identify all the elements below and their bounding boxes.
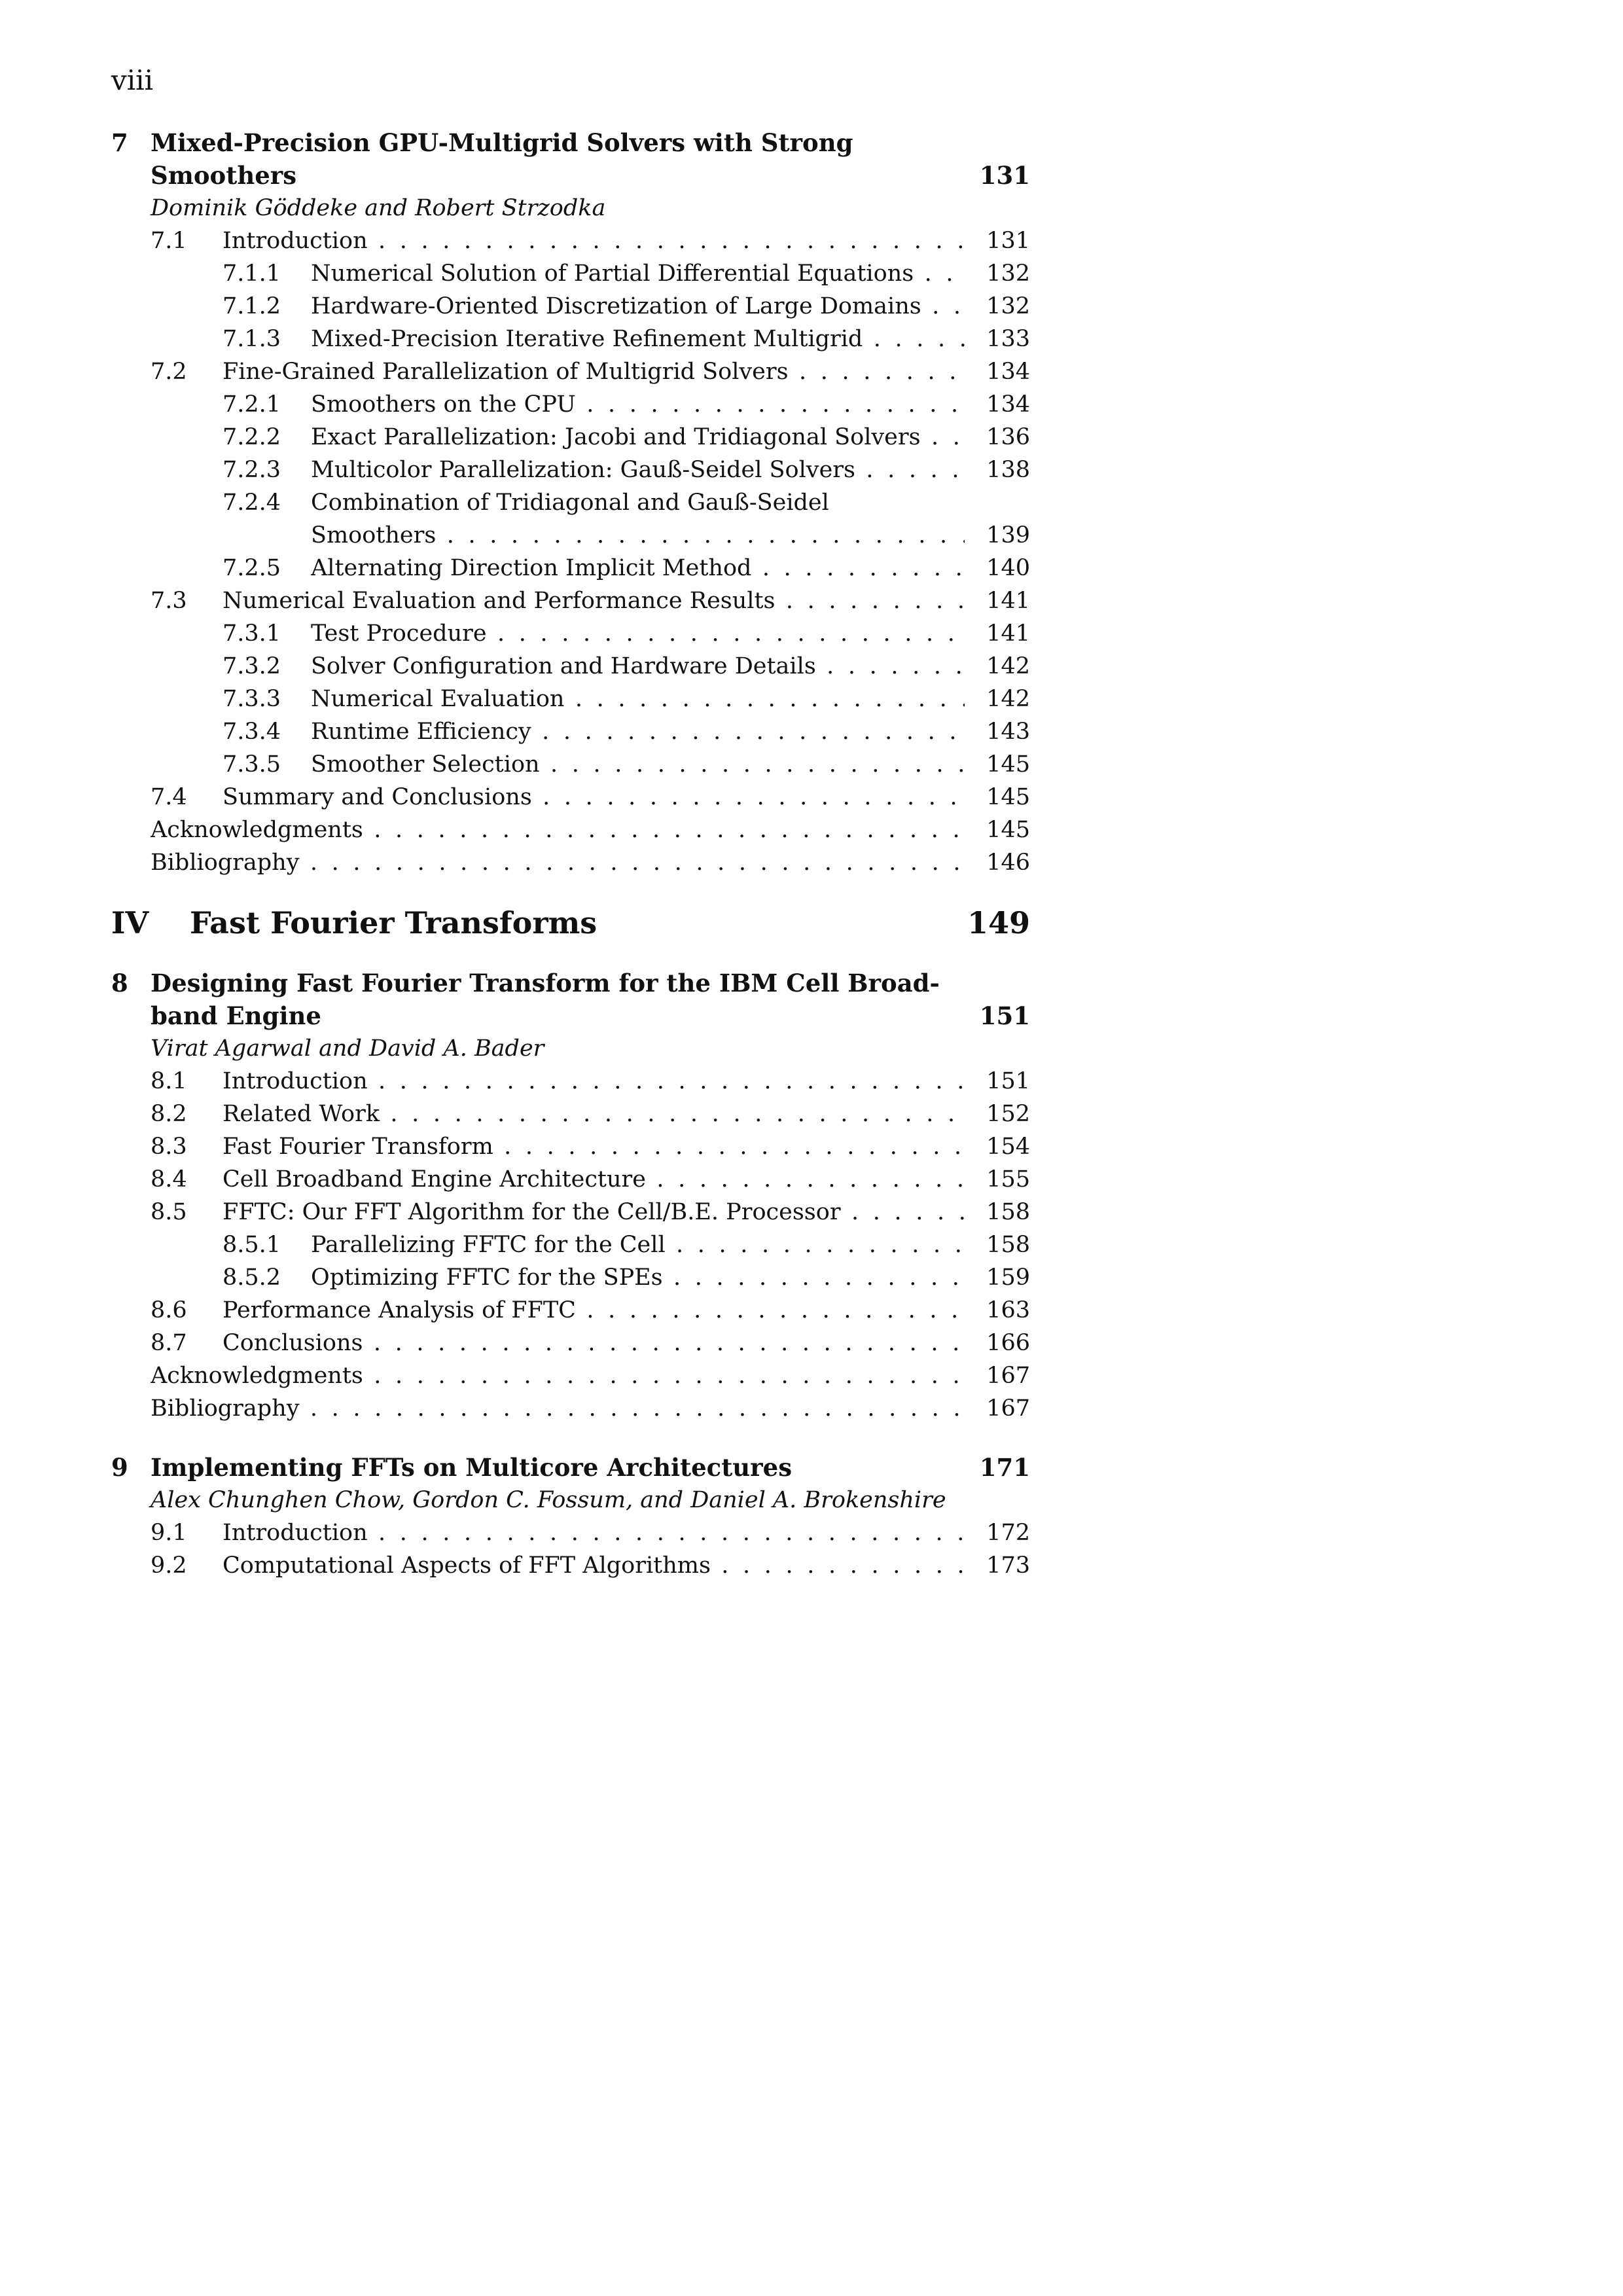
entry-number: 8.5 [151, 1199, 187, 1225]
toc-entry[interactable] [111, 290, 1030, 323]
page-number: viii [111, 64, 154, 96]
entry-page: 141 [986, 588, 1030, 614]
chapter-7-entries [111, 224, 1030, 879]
entry-page: 145 [986, 751, 1030, 778]
entry-page: 131 [986, 228, 1030, 254]
chapter-title: Smoothers [151, 161, 297, 190]
entry-page: 142 [986, 686, 1030, 712]
entry-title: Smoothers . . . [311, 519, 965, 552]
chapter-title: Designing Fast Fourier Transform for the IBM Cell Broad- [151, 969, 940, 997]
toc-entry[interactable] [111, 224, 1030, 257]
toc-entry[interactable] [111, 1163, 1030, 1196]
toc-entry[interactable] [111, 454, 1030, 486]
entry-page: 159 [986, 1265, 1030, 1291]
toc-entry[interactable] [111, 421, 1030, 454]
chapter-number: 8 [111, 969, 128, 997]
toc-entry[interactable] [111, 519, 1030, 552]
chapter-title: band Engine [151, 1001, 321, 1030]
chapter-7-heading-cont[interactable] [111, 159, 1030, 192]
entry-number: 7.1.1 [223, 260, 281, 287]
chapter-authors [111, 192, 1030, 224]
entry-page: 141 [986, 620, 1030, 647]
entry-page: 146 [986, 850, 1030, 876]
entry-number: 8.5.2 [223, 1265, 281, 1291]
entry-title: Cell Broadband Engine Architecture . . . [223, 1163, 965, 1196]
entry-number: 7.2.2 [223, 424, 281, 450]
entry-number: 7.4 [151, 784, 187, 810]
entry-number: 8.7 [151, 1330, 187, 1356]
entry-page: 151 [986, 1068, 1030, 1094]
toc-entry[interactable] [111, 715, 1030, 748]
entry-number: 7.3.1 [223, 620, 281, 647]
toc-entry[interactable] [111, 584, 1030, 617]
part-title: Fast Fourier Transforms [190, 905, 597, 941]
entry-title: Mixed-Precision Iterative Refinement Multigrid . . . [311, 323, 965, 355]
entry-page: 154 [986, 1134, 1030, 1160]
chapter-7-heading[interactable] [111, 126, 1030, 159]
entry-title: Fast Fourier Transform . . . [223, 1130, 965, 1163]
chapter-page: 131 [979, 161, 1030, 190]
entry-page: 138 [986, 457, 1030, 483]
authors-text: Alex Chunghen Chow, Gordon C. Fossum, and Daniel A. Brokenshire [151, 1487, 946, 1513]
entry-number: 7.3.3 [223, 686, 281, 712]
entry-title: Computational Aspects of FFT Algorithms . . . [223, 1549, 965, 1582]
toc-entry[interactable] [111, 486, 1030, 519]
toc-entry[interactable] [111, 1130, 1030, 1163]
entry-title: Acknowledgments . . . [151, 814, 965, 846]
entry-page: 143 [986, 719, 1030, 745]
chapter-page: 151 [979, 1001, 1030, 1030]
entry-title: Related Work . . . [223, 1098, 965, 1130]
toc-entry[interactable] [111, 257, 1030, 290]
entry-title: Introduction . . . [223, 1516, 965, 1549]
entry-page: 142 [986, 653, 1030, 679]
entry-title: Bibliography . . . [151, 1392, 965, 1425]
toc-entry[interactable] [111, 1098, 1030, 1130]
entry-number: 7.3.5 [223, 751, 281, 778]
entry-page: 145 [986, 817, 1030, 843]
chapter-9-heading[interactable] [111, 1451, 1030, 1484]
entry-title: Summary and Conclusions . . . [223, 781, 965, 814]
chapter-title: Mixed-Precision GPU-Multigrid Solvers with Strong [151, 128, 853, 157]
entry-title: Solver Configuration and Hardware Details . . . [311, 650, 965, 683]
toc-entry[interactable] [111, 1327, 1030, 1359]
entry-page: 134 [986, 391, 1030, 418]
toc-entry[interactable] [111, 355, 1030, 388]
entry-page: 172 [986, 1520, 1030, 1546]
entry-page: 167 [986, 1363, 1030, 1389]
entry-page: 167 [986, 1395, 1030, 1422]
entry-number: 7.1.2 [223, 293, 281, 319]
entry-title: Acknowledgments . . . [151, 1359, 965, 1392]
entry-title: Hardware-Oriented Discretization of Large Domains . . . [311, 290, 965, 323]
toc-entry[interactable] [111, 1516, 1030, 1549]
entry-title: Alternating Direction Implicit Method . . . [311, 552, 965, 584]
part-number: IV [111, 905, 149, 941]
entry-title: Multicolor Parallelization: Gauß-Seidel Solvers . . . [311, 454, 965, 486]
chapter-8-heading[interactable] [111, 967, 1030, 999]
chapter-8-entries [111, 1065, 1030, 1425]
entry-number: 7.3.2 [223, 653, 281, 679]
part-page: 149 [967, 905, 1030, 941]
entry-page: 133 [986, 326, 1030, 352]
entry-title: Smoothers on the CPU . . . [311, 388, 965, 421]
toc-entry[interactable] [111, 1229, 1030, 1261]
entry-number: 8.5.1 [223, 1232, 281, 1258]
entry-number: 9.2 [151, 1552, 187, 1579]
entry-number: 7.3 [151, 588, 187, 614]
toc-entry[interactable] [111, 388, 1030, 421]
toc-entry[interactable] [111, 1261, 1030, 1294]
entry-page: 158 [986, 1232, 1030, 1258]
toc-entry[interactable] [111, 1065, 1030, 1098]
entry-page: 152 [986, 1101, 1030, 1127]
toc-entry[interactable] [111, 683, 1030, 715]
entry-title: Numerical Evaluation . . . [311, 683, 965, 715]
entry-number: 7.2.4 [223, 490, 281, 516]
entry-number: 8.6 [151, 1297, 187, 1323]
toc-entry[interactable] [111, 748, 1030, 781]
entry-title: Optimizing FFTC for the SPEs . . . [311, 1261, 965, 1294]
entry-number: 8.1 [151, 1068, 187, 1094]
entry-page: 136 [986, 424, 1030, 450]
toc-entry[interactable] [111, 1196, 1030, 1229]
toc-entry[interactable] [111, 323, 1030, 355]
toc-entry[interactable] [111, 1392, 1030, 1425]
toc-entry[interactable] [111, 617, 1030, 650]
entry-page: 145 [986, 784, 1030, 810]
entry-title: Runtime Efficiency . . . [311, 715, 965, 748]
entry-number: 7.1 [151, 228, 187, 254]
chapter-9-entries [111, 1516, 1030, 1582]
entry-number: 7.2 [151, 359, 187, 385]
entry-title: Fine-Grained Parallelization of Multigrid Solvers . . . [223, 355, 965, 388]
authors-text: Dominik Göddeke and Robert Strzodka [151, 195, 606, 221]
table-of-contents [111, 126, 1030, 1582]
entry-title: Parallelizing FFTC for the Cell . . . [311, 1229, 965, 1261]
entry-title: Performance Analysis of FFTC . . . [223, 1294, 965, 1327]
entry-title: Bibliography . . . [151, 846, 965, 879]
entry-title: Introduction . . . [223, 224, 965, 257]
toc-entry[interactable] [111, 814, 1030, 846]
chapter-page: 171 [979, 1453, 1030, 1482]
authors-text: Virat Agarwal and David A. Bader [151, 1035, 544, 1062]
entry-title: Numerical Evaluation and Performance Results . . . [223, 584, 965, 617]
chapter-authors [111, 1484, 1030, 1516]
entry-page: 166 [986, 1330, 1030, 1356]
toc-entry[interactable] [111, 650, 1030, 683]
entry-title: Introduction . . . [223, 1065, 965, 1098]
toc-entry[interactable] [111, 1294, 1030, 1327]
toc-entry[interactable] [111, 1549, 1030, 1582]
entry-number: 7.3.4 [223, 719, 281, 745]
entry-number: 8.2 [151, 1101, 187, 1127]
entry-number: 7.2.1 [223, 391, 281, 418]
entry-title: Test Procedure . . . [311, 617, 965, 650]
entry-title: FFTC: Our FFT Algorithm for the Cell/B.E. Processor . . . [223, 1196, 965, 1229]
entry-title: Conclusions . . . [223, 1327, 965, 1359]
chapter-authors [111, 1032, 1030, 1065]
toc-entry[interactable] [111, 1359, 1030, 1392]
entry-page: 132 [986, 260, 1030, 287]
chapter-8-heading-cont[interactable] [111, 999, 1030, 1032]
chapter-number: 7 [111, 128, 128, 157]
entry-number: 7.2.3 [223, 457, 281, 483]
entry-page: 132 [986, 293, 1030, 319]
entry-page: 140 [986, 555, 1030, 581]
entry-number: 7.2.5 [223, 555, 281, 581]
entry-title: Exact Parallelization: Jacobi and Tridiagonal Solvers . . . [311, 421, 965, 454]
entry-title: Smoother Selection . . . [311, 748, 965, 781]
entry-number: 8.4 [151, 1166, 187, 1193]
entry-page: 139 [986, 522, 1030, 548]
entry-title: Combination of Tridiagonal and Gauß-Seidel [311, 490, 829, 516]
entry-number: 8.3 [151, 1134, 187, 1160]
entry-page: 173 [986, 1552, 1030, 1579]
entry-title: Numerical Solution of Partial Differential Equations . . . [311, 257, 965, 290]
toc-entry[interactable] [111, 846, 1030, 879]
entry-page: 158 [986, 1199, 1030, 1225]
toc-entry[interactable] [111, 781, 1030, 814]
entry-page: 155 [986, 1166, 1030, 1193]
entry-number: 9.1 [151, 1520, 187, 1546]
toc-entry[interactable] [111, 552, 1030, 584]
chapter-title: Implementing FFTs on Multicore Architectures [151, 1453, 793, 1482]
entry-page: 163 [986, 1297, 1030, 1323]
part-heading[interactable] [111, 893, 1030, 952]
entry-number: 7.1.3 [223, 326, 281, 352]
entry-page: 134 [986, 359, 1030, 385]
chapter-number: 9 [111, 1453, 128, 1482]
